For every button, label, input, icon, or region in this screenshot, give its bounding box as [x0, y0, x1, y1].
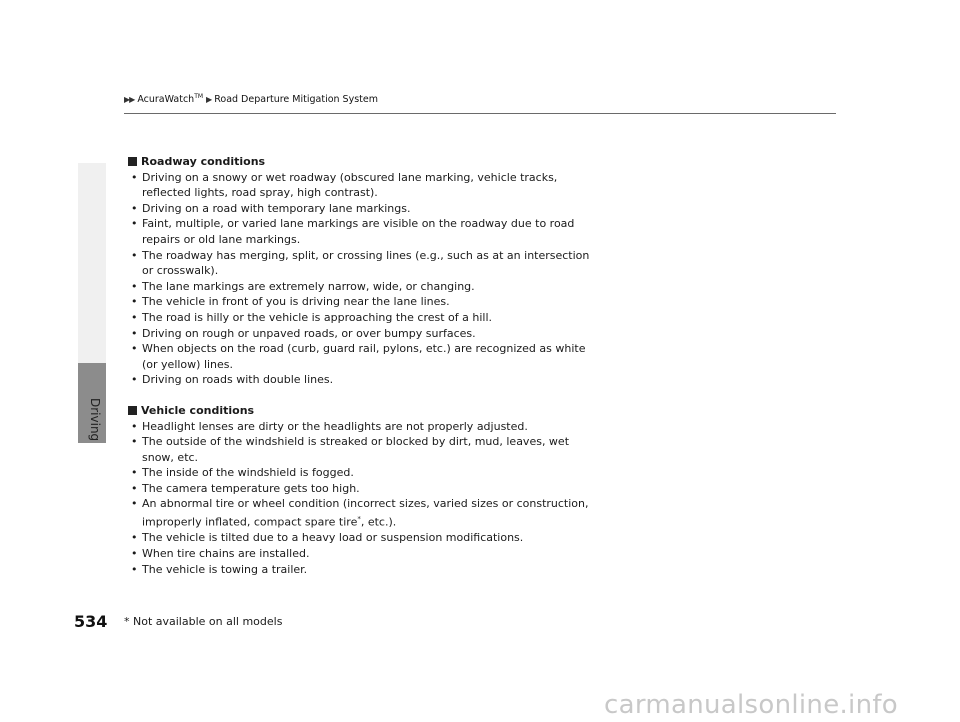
- breadcrumb-arrow-icon: ▶▶: [124, 94, 135, 104]
- list-item: • Driving on rough or unpaved roads, or over bumpy surfaces.: [131, 326, 476, 340]
- square-bullet-icon: [128, 157, 137, 166]
- list-item: • When objects on the road (curb, guard rail, pylons, etc.) are recognized as white (or yellow) lines.: [131, 342, 586, 371]
- list-item: • The camera temperature gets too high.: [131, 481, 360, 495]
- list-item: • Driving on a snowy or wet roadway (obscured lane marking, vehicle tracks, reflected lights, road spray, high contrast).: [131, 170, 558, 200]
- section-heading: Vehicle conditions: [128, 403, 590, 419]
- list-item: • Driving on roads with double lines.: [131, 373, 334, 387]
- section-vehicle-conditions: [130, 403, 590, 577]
- breadcrumb-arrow-icon: ▶: [206, 94, 212, 104]
- list-item: • The vehicle is towing a trailer.: [131, 562, 308, 576]
- list-item: • The vehicle is tilted due to a heavy load or suspension modifications.: [131, 531, 524, 545]
- watermark: carmanualsonline.info: [604, 690, 899, 720]
- list-item: • When tire chains are installed.: [131, 546, 310, 560]
- breadcrumb-item-rdm[interactable]: Road Departure Mitigation System: [214, 93, 378, 105]
- chapter-label: Driving: [88, 398, 102, 442]
- list-item: • Faint, multiple, or varied lane markings are visible on the roadway due to road repairs or old lane markings.: [131, 217, 575, 246]
- square-bullet-icon: [128, 406, 137, 415]
- list-item: • The vehicle in front of you is driving near the lane lines.: [131, 295, 450, 309]
- breadcrumb: [124, 93, 378, 105]
- list-item: • An abnormal tire or wheel condition (incorrect sizes, varied sizes or construction, improperly inflated, compact spare tire*, etc.).: [131, 497, 589, 529]
- main-content: [130, 154, 590, 577]
- page-number: 534: [74, 612, 108, 631]
- footnote-marker[interactable]: *: [357, 515, 361, 524]
- list-item: • The roadway has merging, split, or crossing lines (e.g., such as at an intersection or crosswalk).: [131, 248, 590, 278]
- list-item: • The lane markings are extremely narrow, wide, or changing.: [131, 279, 475, 293]
- list-item: • Driving on a road with temporary lane markings.: [131, 201, 411, 215]
- list-item: • Headlight lenses are dirty or the headlights are not properly adjusted.: [131, 419, 528, 433]
- section-roadway-conditions: [130, 154, 590, 388]
- list-item: • The road is hilly or the vehicle is approaching the crest of a hill.: [131, 310, 493, 324]
- breadcrumb-item-acurawatch[interactable]: AcuraWatch™: [137, 93, 204, 106]
- list-item: • The outside of the windshield is streaked or blocked by dirt, mud, leaves, wet snow, etc.: [131, 435, 570, 464]
- header-divider: [124, 113, 836, 114]
- footnote: * Not available on all models: [124, 615, 283, 628]
- list-item: • The inside of the windshield is fogged.: [131, 466, 354, 480]
- section-heading: Roadway conditions: [128, 154, 590, 170]
